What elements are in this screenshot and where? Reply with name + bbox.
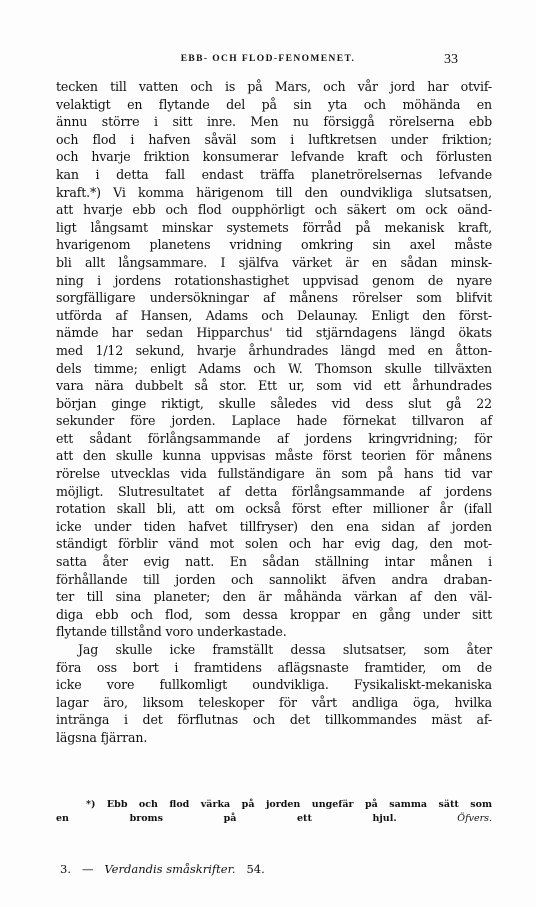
text-line: med 1/12 sekund, hvarje århundrades längd med en åtton- bbox=[56, 342, 492, 358]
running-head: EBB- OCH FLOD-FENOMENET. bbox=[180, 54, 356, 64]
text-line: diga ebb och flod, som dessa kroppar en gång under sitt bbox=[56, 606, 492, 622]
text-line: ständigt förblir vänd mot solen och har evig dag, den mot- bbox=[56, 536, 492, 552]
text-line: rörelse utvecklas vida fullständigare än som på hans tid var bbox=[56, 466, 492, 482]
text-line: att hvarje ebb och flod oupphörligt och säkert om ock oänd- bbox=[56, 202, 492, 218]
text-line: vara nära dubbelt så stor. Ett ur, som vid ett århundrades bbox=[56, 378, 492, 394]
text-line: utförda af Hansen, Adams och Delaunay. Enligt den först- bbox=[56, 307, 492, 323]
footnote-text: en broms på ett hjul. bbox=[56, 813, 397, 824]
text-line: ännu större i sitt inre. Men nu försiggå rörelserna ebb bbox=[56, 114, 492, 130]
text-line: ning i jordens rotationshastighet uppvisad genom de nyare bbox=[56, 272, 492, 288]
text-line: och flod i hafven såväl som i luftkretsen under friktion; bbox=[56, 131, 492, 147]
text-line: nämde har sedan Hipparchus' tid stjärndagens längd ökats bbox=[56, 325, 492, 341]
text-line: kan i detta fall endast träffa planetrörelsernas lefvande bbox=[56, 166, 492, 182]
text-line: tecken till vatten och is på Mars, och vår jord har otvif- bbox=[56, 79, 492, 94]
signature-dash: — bbox=[81, 862, 94, 876]
series-number: 54. bbox=[246, 862, 265, 876]
text-line: och hvarje friktion konsumerar lefvande kraft och förlusten bbox=[56, 149, 492, 165]
signature-line bbox=[60, 862, 265, 876]
text-line: ter till sina planeter; den är måhända värkan af den väl- bbox=[56, 589, 492, 605]
text-line: sorgfälligare undersökningar af månens rörelser som blifvit bbox=[56, 290, 492, 306]
text-line: dels timme; enligt Adams och W. Thomson skulle tillväxten bbox=[56, 360, 492, 376]
footnote-line bbox=[56, 812, 492, 826]
text-line: bli allt långsammare. I själfva värket är en sådan minsk- bbox=[56, 254, 492, 270]
text-line: sekunder före jorden. Laplace hade förnekat tillvaron af bbox=[56, 413, 492, 429]
text-line: förhållande till jorden och sannolikt äfven andra draban- bbox=[56, 571, 492, 587]
text-line: icke under tiden hafvet tillfryser) den ena sidan af jorden bbox=[56, 518, 492, 534]
series-title: Verdandis småskrifter. bbox=[104, 862, 236, 876]
footnote bbox=[56, 798, 492, 826]
text-line: ett sådant förlångsammande af jordens kringvridning; för bbox=[56, 430, 492, 446]
page-header bbox=[0, 52, 536, 72]
footnote-signature: Öfvers. bbox=[457, 813, 493, 824]
text-line: att den skulle kunna uppvisas måste först teorien för månens bbox=[56, 448, 492, 464]
text-line: ligt långsamt minskar systemets förråd på mekanisk kraft, bbox=[56, 219, 492, 235]
text-line: flytande tillstånd voro underkastade. bbox=[56, 624, 287, 640]
text-line: föra oss bort i framtidens aflägsnaste framtider, om de bbox=[56, 659, 492, 675]
text-line: satta åter evig natt. En sådan ställning intar månen i bbox=[56, 554, 492, 570]
text-line: början ginge riktigt, skulle således vid dess slut gå 22 bbox=[56, 395, 492, 411]
text-line: Jag skulle icke framställt dessa slutsatser, som åter bbox=[78, 642, 492, 657]
text-line: kraft.*) Vi komma härigenom till den oundvikliga slutsatsen, bbox=[56, 184, 492, 200]
text-line: intränga i det förflutnas och det tillkommandes mäst af- bbox=[56, 712, 492, 728]
signature-number: 3. bbox=[60, 862, 71, 876]
text-line: möjligt. Slutresultatet af detta förlångsammande af jordens bbox=[56, 483, 492, 499]
text-line: lägsna fjärran. bbox=[56, 729, 148, 745]
page-number: 33 bbox=[444, 52, 458, 67]
text-line: velaktigt en flytande del på sin yta och möhända en bbox=[56, 96, 492, 112]
text-line: lagar äro, liksom teleskoper för vårt andliga öga, hvilka bbox=[56, 694, 492, 710]
text-line: hvarigenom planetens vridning omkring sin axel måste bbox=[56, 237, 492, 253]
footnote-line: *) Ebb och flod värka på jorden ungefär på samma sätt som bbox=[86, 799, 492, 810]
text-line: rotation skall bli, att om också först efter millioner år (ifall bbox=[56, 501, 492, 517]
body-text bbox=[56, 78, 492, 747]
text-line: icke vore fullkomligt oundvikliga. Fysikaliskt-mekaniska bbox=[56, 677, 492, 693]
